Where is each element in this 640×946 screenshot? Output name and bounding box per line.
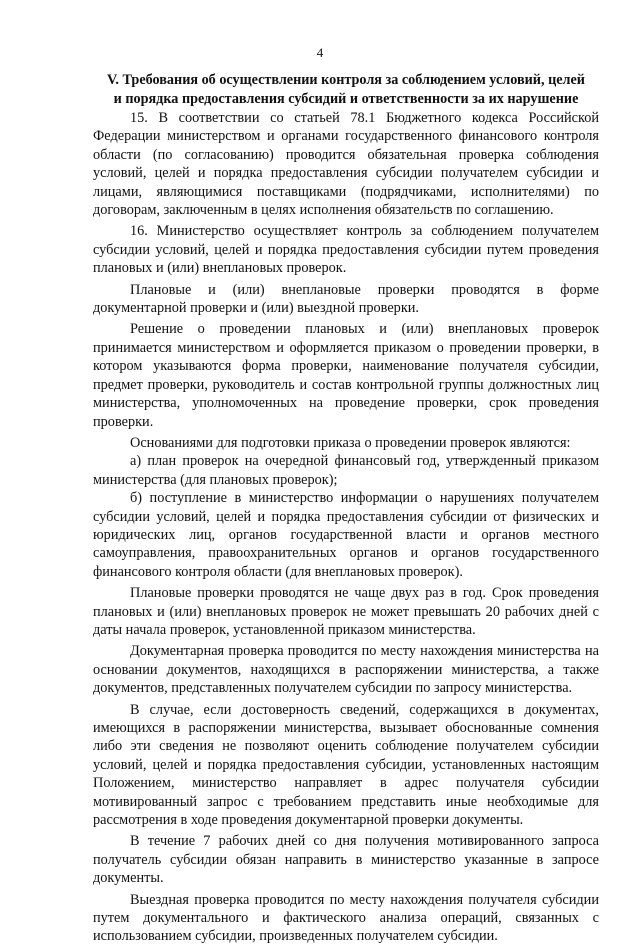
section-heading-line-1: V. Требования об осуществлении контроля за соблюдением условий, целей <box>107 72 585 88</box>
paragraph-check-forms: Плановые и (или) внеплановые проверки проводятся в форме документарной проверки и (или) выездной проверки. <box>93 281 599 317</box>
paragraph-request-deadline: В течение 7 рабочих дней со дня получения мотивированного запроса получатель субсидии обязан направить в министерство указанные в запросе документы. <box>93 833 599 887</box>
paragraph-ground-a: а) план проверок на очередной финансовый год, утвержденный приказом министерства (для плановых проверок); <box>93 453 599 488</box>
paragraph-documentary-check: Документарная проверка проводится по месту нахождения министерства на основании документов, находящихся в распоряжении министерства, а также документов, представленных получателем субсидии по запросу министерства. <box>93 643 599 697</box>
paragraph-ground-b: б) поступление в министерство информации о нарушениях получателем субсидии условий, целей и порядка предоставления субсидии от физических и юридических лиц, органов государственной власти и органов местного самоуправления, правоохранительных органов и органов государственного финансового контроля области (для внеплановых проверок). <box>93 490 599 580</box>
paragraph-15: 15. В соответствии со статьей 78.1 Бюджетного кодекса Российской Федерации министерством и органами государственного финансового контроля области (по согласованию) проводится обязательная проверка соблюдения условий, целей и порядка предоставления субсидии получателем субсидии и лицами, являющимися поставщиками (подрядчиками, исполнителями) по договорам, заключенным в целях исполнения обязательств по соглашению. <box>93 110 599 219</box>
paragraph-grounds-intro: Основаниями для подготовки приказа о проведении проверок являются: <box>130 434 571 451</box>
paragraph-field-check: Выездная проверка проводится по месту нахождения получателя субсидии путем документального и фактического анализа операций, связанных с использованием субсидии, произведенных получателем субсидии. <box>93 891 599 945</box>
paragraph-check-decision: Решение о проведении плановых и (или) внеплановых проверок принимается министерством и оформляется приказом о проведении проверки, в котором указываются форма проверки, наименование получателя субсидии, предмет проверки, руководитель и состав контрольной группы должностных лиц министерства, уполномоченных на проведение проверки, срок проведения проверки. <box>93 321 599 430</box>
section-heading-line-2: и порядка предоставления субсидий и ответственности за их нарушение <box>113 91 579 107</box>
paragraph-reasoned-request: В случае, если достоверность сведений, содержащихся в документах, имеющихся в распоряжении министерства, вызывает обоснованные сомнения либо эти сведения не позволяют оценить соблюдение получателем субсидии условий, целей и порядка предоставления субсидии, установленных настоящим Положением, министерство направляет в адрес получателя субсидии мотивированный запрос с требованием представить иные необходимые для рассмотрения в ходе проведения документарной проверки документы. <box>93 701 599 829</box>
page-number: 4 <box>316 45 324 60</box>
document-body <box>93 71 599 946</box>
section-heading <box>93 71 599 109</box>
paragraph-16: 16. Министерство осуществляет контроль за соблюдением получателем субсидии условий, целей и порядка предоставления субсидии путем проведения плановых и (или) внеплановых проверок. <box>93 223 599 277</box>
paragraph-planned-frequency: Плановые проверки проводятся не чаще двух раз в год. Срок проведения плановых и (или) внеплановых проверок не может превышать 20 рабочих дней с даты начала проверок, установленной приказом министерства. <box>93 585 599 638</box>
